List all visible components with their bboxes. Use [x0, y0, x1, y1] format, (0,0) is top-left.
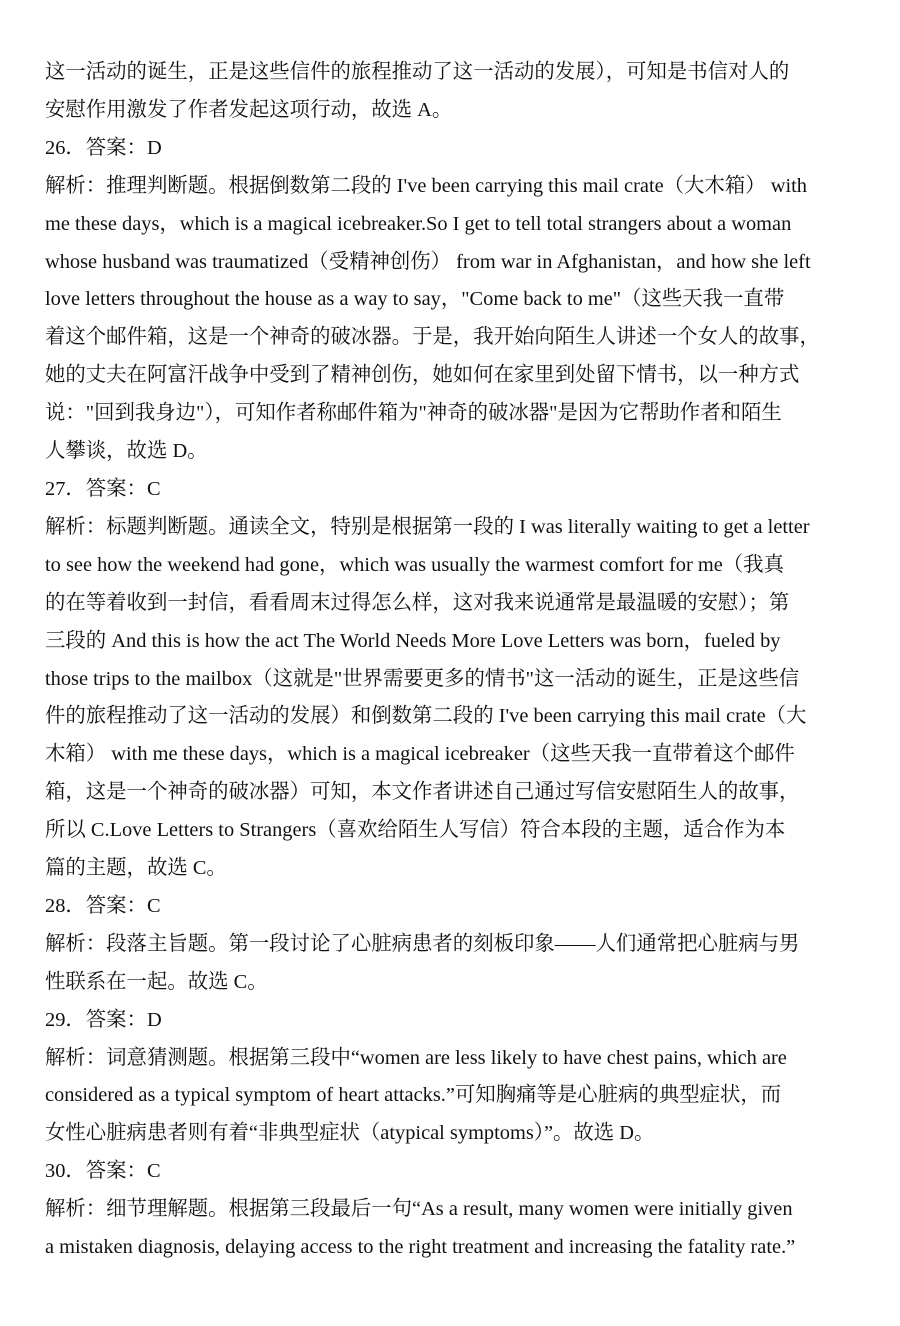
text-line: 女性心脏病患者则有着“非典型症状（atypical symptoms）”。故选 D。 — [45, 1122, 655, 1145]
answer-item-26 — [45, 130, 851, 471]
text-line: 说："回到我身边"），可知作者称邮件箱为"神奇的破冰器"是因为它帮助作者和陌生 — [45, 402, 782, 425]
text-line: whose husband was traumatized（受精神创伤） from war in Afghanistan，and how she left — [45, 250, 811, 273]
intro-paragraph — [45, 54, 851, 130]
text-line: 安慰作用激发了作者发起这项行动，故选 A。 — [45, 98, 453, 121]
text-line: 她的丈夫在阿富汗战争中受到了精神创伤，她如何在家里到处留下情书，以一种方式 — [45, 364, 800, 387]
text-line: 解析：推理判断题。根据倒数第二段的 I've been carrying this mail crate（大木箱） with — [45, 174, 807, 197]
answer-heading: 30．答案：C — [45, 1160, 161, 1183]
answer-item-27 — [45, 471, 851, 888]
answer-heading: 29．答案：D — [45, 1008, 162, 1031]
text-line: 着这个邮件箱，这是一个神奇的破冰器。于是，我开始向陌生人讲述一个女人的故事， — [45, 326, 820, 349]
text-line: 解析：词意猜测题。根据第三段中“women are less likely to have chest pains, which are — [45, 1046, 787, 1069]
text-line: 解析：段落主旨题。第一段讨论了心脏病患者的刻板印象——人们通常把心脏病与男 — [45, 932, 800, 955]
answer-item-28 — [45, 888, 851, 1002]
text-line: 箱，这是一个神奇的破冰器）可知，本文作者讲述自己通过写信安慰陌生人的故事， — [45, 781, 800, 804]
answer-item-29 — [45, 1002, 851, 1154]
text-line: considered as a typical symptom of heart attacks.”可知胸痛等是心脏病的典型症状，而 — [45, 1084, 782, 1107]
text-line: 篇的主题，故选 C。 — [45, 857, 227, 880]
text-line: those trips to the mailbox（这就是"世界需要更多的情书"这一活动的诞生，正是这些信 — [45, 667, 800, 690]
answer-item-30 — [45, 1153, 851, 1267]
text-line: a mistaken diagnosis, delaying access to the right treatment and increasing the fatality rate.” — [45, 1236, 796, 1259]
text-line: 人攀谈，故选 D。 — [45, 440, 208, 463]
text-line: 件的旅程推动了这一活动的发展）和倒数第二段的 I've been carrying this mail crate（大 — [45, 705, 807, 728]
text-line: me these days，which is a magical icebreaker.So I get to tell total strangers about a woman — [45, 212, 792, 235]
answer-explanations — [45, 54, 851, 1267]
text-line: 这一活动的诞生，正是这些信件的旅程推动了这一活动的发展），可知是书信对人的 — [45, 61, 790, 83]
text-line: 解析：标题判断题。通读全文，特别是根据第一段的 I was literally waiting to get a letter — [45, 515, 810, 538]
text-line: 解析：细节理解题。根据第三段最后一句“As a result, many women were initially given — [45, 1198, 793, 1221]
text-line: 三段的 And this is how the act The World Needs More Love Letters was born，fueled by — [45, 629, 781, 652]
text-line: 所以 C.Love Letters to Strangers（喜欢给陌生人写信）符合本段的主题，适合作为本 — [45, 819, 786, 842]
answer-heading: 26．答案：D — [45, 136, 162, 159]
text-line: 性联系在一起。故选 C。 — [45, 970, 268, 993]
text-line: 木箱） with me these days，which is a magical icebreaker（这些天我一直带着这个邮件 — [45, 743, 795, 766]
text-line: to see how the weekend had gone，which was usually the warmest comfort for me（我真 — [45, 553, 784, 576]
text-line: love letters throughout the house as a way to say，"Come back to me"（这些天我一直带 — [45, 288, 785, 311]
text-line: 的在等着收到一封信，看看周末过得怎么样，这对我来说通常是最温暖的安慰）；第 — [45, 591, 790, 614]
answer-heading: 27．答案：C — [45, 477, 161, 500]
answer-heading: 28．答案：C — [45, 894, 161, 917]
